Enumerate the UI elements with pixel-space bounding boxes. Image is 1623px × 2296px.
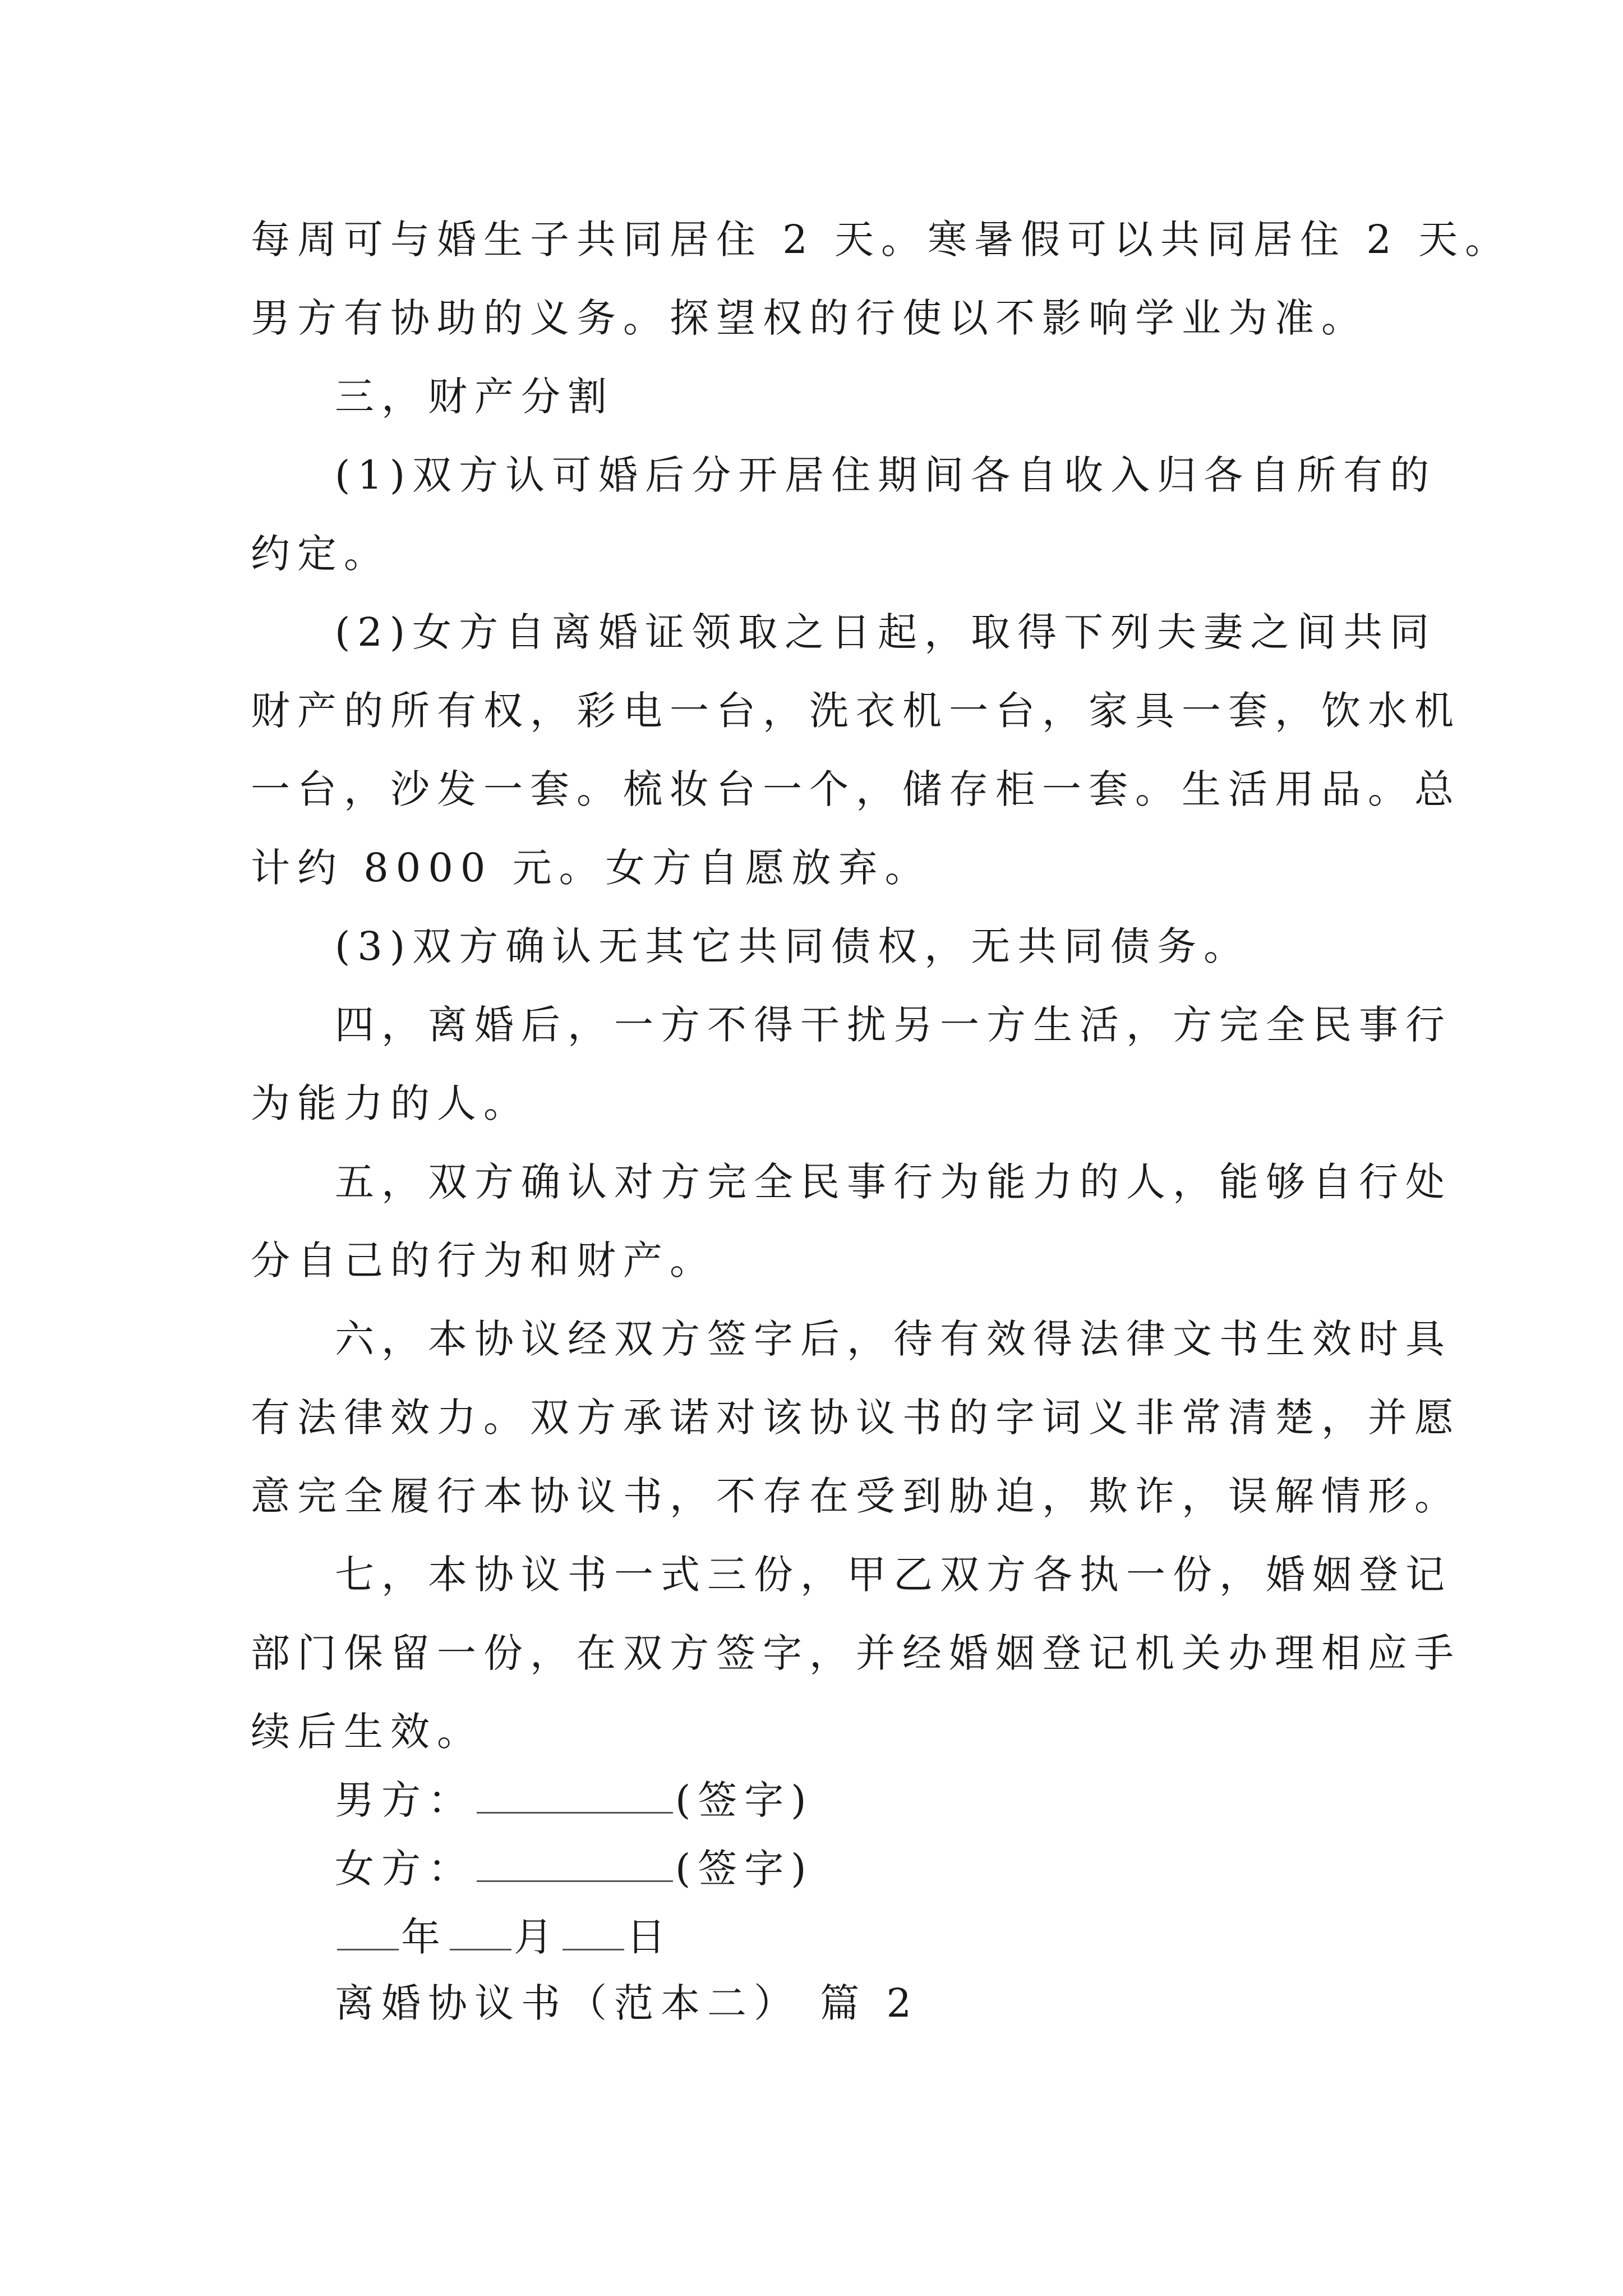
- paragraph-line: 四，离婚后，一方不得干扰另一方生活，方完全民事行: [335, 1002, 1452, 1048]
- day-blank[interactable]: [562, 1915, 624, 1950]
- male-signature-line: [335, 1777, 814, 1823]
- paragraph-line: 意完全履行本协议书，不存在受到胁迫，欺诈，误解情形。: [251, 1473, 1461, 1519]
- male-sign-note: (签字): [675, 1777, 814, 1823]
- paragraph-line: 有法律效力。双方承诺对该协议书的字词义非常清楚，并愿: [251, 1395, 1461, 1441]
- day-label: 日: [626, 1914, 673, 1960]
- month-blank[interactable]: [450, 1915, 511, 1950]
- male-label: 男方：: [335, 1777, 474, 1823]
- female-label: 女方：: [335, 1846, 474, 1892]
- section-heading-property: 三，财产分割: [335, 374, 614, 420]
- paragraph-line: 男方有协助的义务。探望权的行使以不影响学业为准。: [251, 295, 1368, 341]
- male-signature-blank[interactable]: [477, 1778, 673, 1814]
- paragraph-line: 约定。: [251, 531, 390, 577]
- paragraph-line: 六，本协议经双方签字后，待有效得法律文书生效时具: [335, 1316, 1452, 1362]
- year-blank[interactable]: [337, 1915, 399, 1950]
- paragraph-line: (1)双方认可婚后分开居住期间各自收入归各自所有的: [335, 452, 1437, 498]
- paragraph-line: 五，双方确认对方完全民事行为能力的人，能够自行处: [335, 1159, 1452, 1205]
- paragraph-line: 计约 8000 元。女方自愿放弃。: [251, 845, 932, 891]
- paragraph-line: 为能力的人。: [251, 1080, 530, 1126]
- female-signature-line: [335, 1846, 814, 1892]
- paragraph-line: (3)双方确认无其它共同债权，无共同债务。: [335, 923, 1251, 969]
- paragraph-line: 续后生效。: [251, 1709, 483, 1755]
- paragraph-line: 部门保留一份，在双方签字，并经婚姻登记机关办理相应手: [251, 1630, 1461, 1676]
- date-line: [335, 1914, 673, 1960]
- paragraph-line: (2)女方自离婚证领取之日起，取得下列夫妻之间共同: [335, 609, 1437, 655]
- paragraph-line: 财产的所有权，彩电一台，洗衣机一台，家具一套，饮水机: [251, 688, 1461, 734]
- paragraph-line: 一台，沙发一套。梳妆台一个，储存柜一套。生活用品。总: [251, 766, 1461, 812]
- paragraph-line: 分自己的行为和财产。: [251, 1237, 716, 1283]
- female-sign-note: (签字): [675, 1846, 814, 1892]
- year-label: 年: [401, 1914, 448, 1960]
- month-label: 月: [514, 1914, 560, 1960]
- paragraph-line: 每周可与婚生子共同居住 2 天。寒暑假可以共同居住 2 天。: [251, 217, 1512, 263]
- female-signature-blank[interactable]: [477, 1847, 673, 1882]
- next-section-heading: 离婚协议书（范本二） 篇 2: [335, 1980, 919, 2026]
- paragraph-line: 七，本协议书一式三份，甲乙双方各执一份，婚姻登记: [335, 1552, 1452, 1598]
